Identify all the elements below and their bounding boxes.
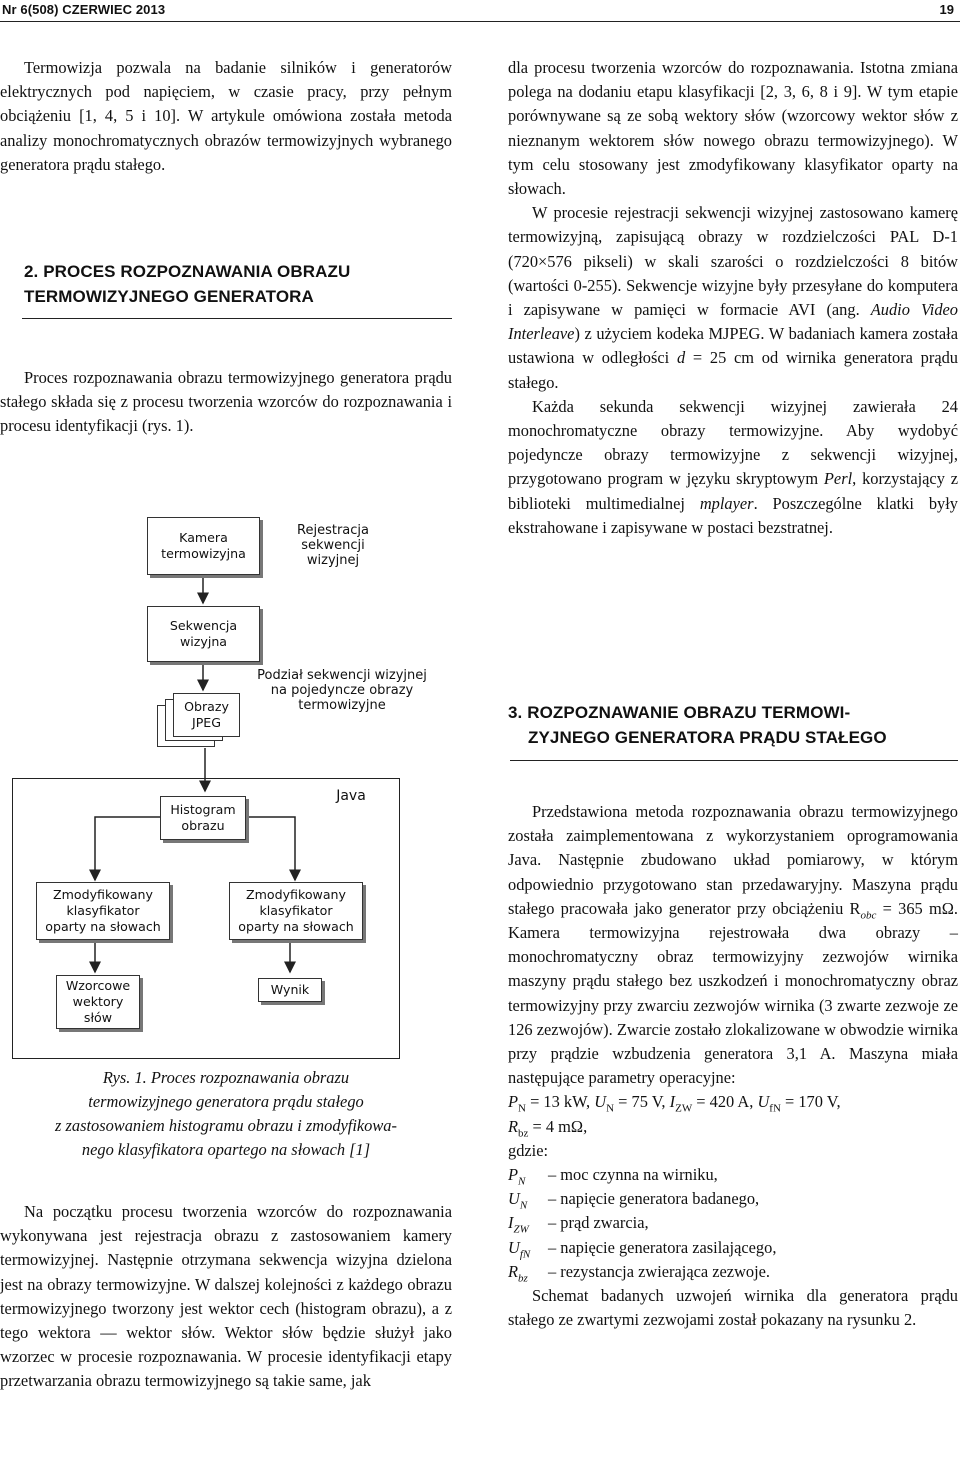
section3-heading-line1: 3. ROZPOZNAWANIE OBRAZU TERMOWI- [508,703,851,722]
caption-line-4: nego klasyfikatora opartego na słowach [1] [81,1140,371,1159]
params-line-2 [508,1115,958,1139]
param-p-sub: N [518,1102,526,1115]
figure-1-caption [0,1066,452,1162]
param-u-symbol: U [594,1092,607,1112]
variable-description: – napięcie generatora zasilającego, [548,1237,777,1257]
variables-table [508,1163,776,1284]
right-bottom-text [508,800,958,1332]
para3-perl: Perl [823,469,853,489]
para2-part-a: W procesie rejestracji sekwencji wizyjnej zastosowano kamerę termowizyjną, zapisującą obrazy w rozdzielczości PAL D-1 (720×576 pikseli) w skali szarości o rozdzielczości 8 bitów (wartości 0-255). Sekwencje wizyjne były przesyłane do komputera i zapisywane w pamięci w formacie AVI (ang. [508,203,958,320]
java-label: Java [336,788,366,804]
histogram-box: Histogram obrazu [160,796,246,840]
variable-symbol: $U_N$ [508,1189,528,1212]
para4-part-b: = 365 mΩ. Kamera termowizyjna rejestrowała dwa obrazy – monochromatyczny obraz termowizyjny zezwojów wirnika maszyny prądu stałego bez uszkodzeń i monochromatyczny obraz termowizyjny przy zwarciu zezwojów wirnika (3 zwarte zezwoje ze 126 zezwojów). Zwarcie zostało zlokalizowane w obwodzie wirnika przy prądzie wzbudzenia generatora 3,1 A. Maszyna miała następujące parametry operacyjne: [508,898,958,1088]
right-para-5: Schemat badanych uzwojeń wirnika dla generatora prądu stałego ze zwartymi zezwojami został pokazany na rysunku 2. [508,1286,958,1330]
variable-description: – rezystancja zwierająca zezwoje. [548,1261,771,1281]
params-line-1 [508,1090,958,1114]
caption-line-3: z zastosowaniem histogramu obrazu i zmodyfikowa- [55,1116,397,1135]
param-p-value: = 13 kW, [525,1092,595,1112]
right-para-2 [508,201,958,395]
param-uf-value: = 170 V, [780,1092,841,1112]
param-uf-sub: fN [769,1102,781,1115]
variable-row [508,1187,776,1211]
left-bottom-paragraph [0,1200,452,1394]
right-para-4 [508,800,958,1090]
para4-part-a: Przedstawiona metoda rozpoznawania obrazu termowizyjnego została zaimplementowana z wykorzystaniem oprogramowania Java. Następnie zbudowano układ pomiarowy, w którym odpowiednio przygotowano stan przedawaryjny. Maszyna prądu stałego pracowała jako generator przy obciążeniu R [508,802,958,918]
variable-description: – prąd zwarcia, [548,1213,649,1233]
param-r-value: = 4 mΩ, [528,1116,588,1136]
para3-part-b: , korzystający z biblioteki multimedialnej [508,469,958,513]
right-para-3 [508,395,958,540]
right-top-text [508,56,958,540]
caption-line-1: Rys. 1. Proces rozpoznawania obrazu [102,1068,350,1087]
param-i-value: = 420 A, [692,1092,758,1112]
variable-row [508,1211,776,1235]
right-classifier-box: Zmodyfikowany klasyfikator oparty na słowach [229,882,363,940]
section3-rule [510,760,958,761]
page-number: 19 [939,2,954,17]
param-p-symbol: P [508,1092,519,1112]
para2-part-c: = 25 cm od wirnika generatora prądu stałego. [508,348,958,392]
left-bottom-text: Na początku procesu tworzenia wzorców do rozpoznawania wykonywana jest rejestracja obrazu z zastosowaniem kamery termowizyjnej. Następnie otrzymana sekwencja wizyjna dzielona jest na obrazy termowizyjne. W dalszej kolejności z każdego obrazu termowizyjnego tworzony jest wektor cech (histogram obrazu), a z tego wektora — wektor słów. Wektor słów będzie służył jako wzorzec w procesie rozpoznawania. W procesie identyfikacji etapy przetwarzania obrazu termowizyjnego są takie same, jak [0,1202,452,1391]
para2-part-b: ) z użyciem kodeka MJPEG. W badaniach kamera została ustawiona w odległości [508,324,958,368]
section2-heading-line1: 2. PROCES ROZPOZNAWANIA OBRAZU [24,262,351,281]
camera-box: Kamera termowizyjna [147,517,260,575]
para3-mplayer: mplayer [699,493,754,513]
param-r-symbol: R [508,1116,519,1136]
para3-part-a: Każda sekunda sekwencji wizyjnej zawierała 24 monochromatyczne obrazy termowizyjne. Aby wydobyć pojedyncze obrazy termowizyjne z sekwencji wizyjnej, przygotowano program w języku skryptowym [508,396,958,489]
param-u-sub: N [606,1102,615,1115]
section3-heading-line2: ZYJNEGO GENERATORA PRĄDU STAŁEGO [528,728,887,747]
registration-label: Rejestracja sekwencji wizyjnej [297,523,369,568]
param-i-symbol: I [669,1092,676,1112]
patterns-box: Wzorcowe wektory słów [56,975,140,1029]
param-i-sub: ZW [675,1102,693,1115]
section2-heading-line2: TERMOWIZYJNEGO GENERATORA [24,287,314,306]
split-label: Podział sekwencji wizyjnej na pojedyncze obrazy termowizyjne [257,668,427,713]
result-box: Wynik [258,978,322,1002]
variable-symbol: $R_{bz}$ [508,1261,528,1285]
variable-description: – napięcie generatora badanego, [548,1189,760,1209]
images-box: Obrazy JPEG [173,693,240,737]
param-u-value: = 75 V, [614,1092,670,1112]
param-uf-symbol: U [757,1092,770,1112]
sequence-box: Sekwencja wizyjna [147,606,260,662]
right-para-1: dla procesu tworzenia wzorców do rozpoznawania. Istotna zmiana polega na dodaniu etapu klasyfikacji [2, 3, 6, 8 i 9]. W tym etapie porównywane są ze sobą wektory słów (wzorcowy wektor słów z nieznanym wektorem słów nowego obrazu termowizyjnego). W tym celu stosowany jest zmodyfikowany klasyfikator oparty na słowach. [508,58,958,199]
variable-symbol: $U_{fN}$ [508,1237,531,1260]
caption-line-2: termowizyjnego generatora prądu stałego [88,1092,364,1111]
section2-text: Proces rozpoznawania obrazu termowizyjnego generatora prądu stałego składa się z procesu tworzenia wzorców do rozpoznawania i procesu identyfikacji (rys. 1). [0,368,452,436]
section3-heading [508,700,958,750]
variable-row [508,1236,776,1260]
variable-symbol: $P_N$ [508,1165,526,1188]
para3-part-c: . Poszczególne klatki były ekstrahowane i zapisywane w postaci bezstratnej. [508,493,958,537]
left-classifier-box: Zmodyfikowany klasyfikator oparty na słowach [36,882,170,940]
para2-distance-symbol: d [676,348,686,368]
variable-row [508,1260,776,1284]
intro-text: Termowizja pozwala na badanie silników i generatorów elektrycznych pod napięciem, w czasie pracy, przy pełnym obciążeniu [1, 4, 5 i 10]. W artykule omówiona została metoda analizy monochromatycznych obrazów termowizyjnych wybranego generatora prądu stałego. [0,58,452,174]
param-r-sub: bz [518,1126,529,1139]
variable-description: – moc czynna na wirniku, [548,1165,718,1185]
para2-avi-expansion: Audio Video Interleave [508,300,958,344]
para4-sub-obc: obc [860,909,877,922]
issue-label: Nr 6(508) CZERWIEC 2013 [2,2,166,17]
where-label: gdzie: [508,1140,549,1160]
variable-symbol: $I_{ZW}$ [508,1213,529,1236]
variable-row [508,1163,776,1187]
